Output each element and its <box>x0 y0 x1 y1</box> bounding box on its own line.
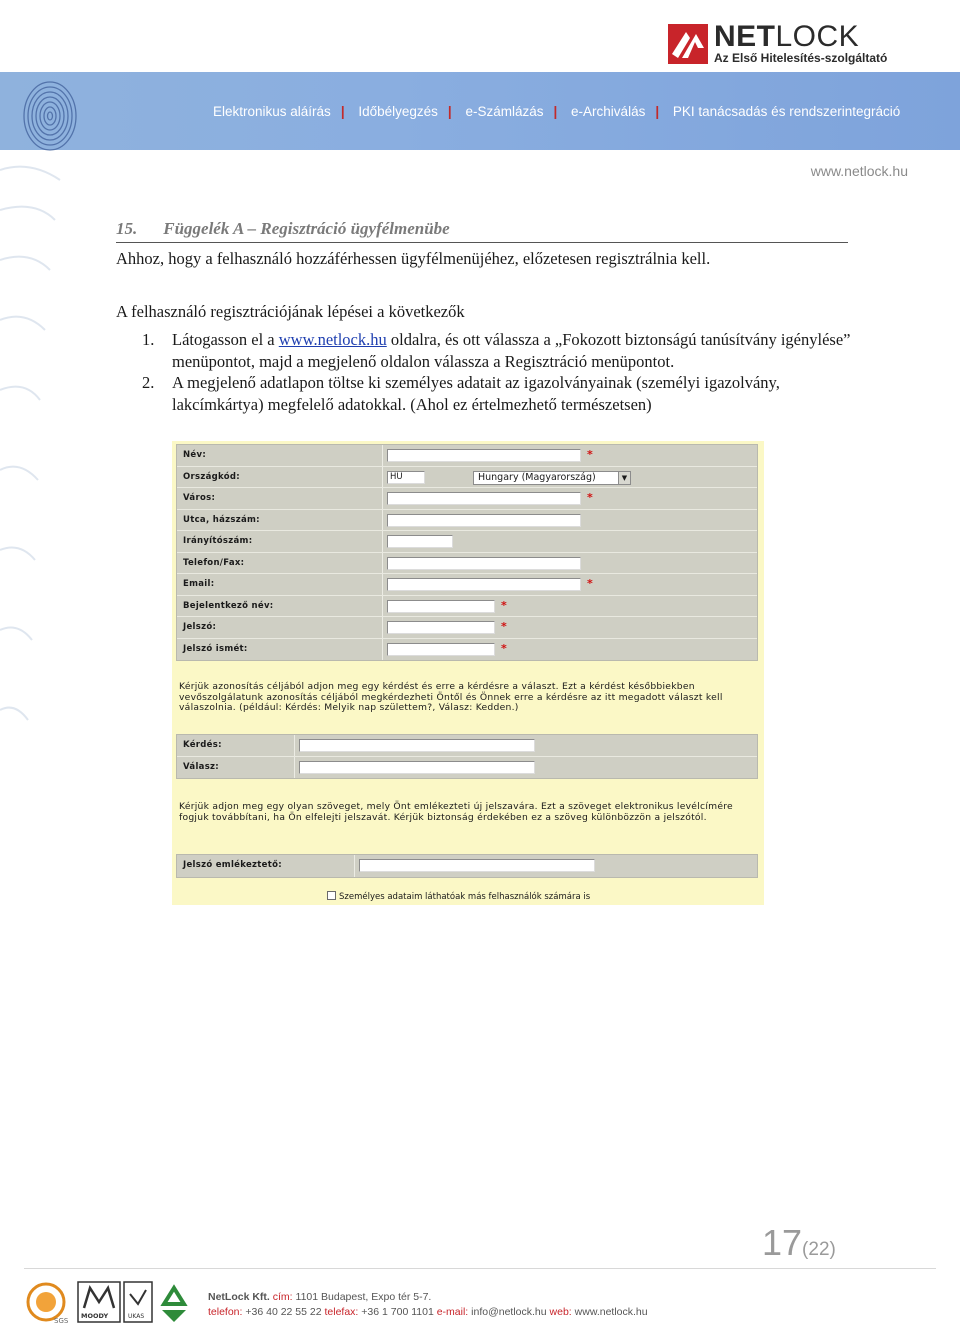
field-label: Irányítószám: <box>177 531 383 552</box>
sgs-logo-icon <box>28 1284 69 1325</box>
footer-web[interactable]: www.netlock.hu <box>574 1306 648 1318</box>
recycle-icon <box>162 1288 186 1322</box>
ukas-logo-icon <box>124 1282 152 1322</box>
footer-line-2: telefon: +36 40 22 55 22 telefax: +36 1 700 1101 e-mail: info@netlock.hu web: www.netlock.hu <box>208 1306 648 1318</box>
footer-email[interactable]: info@netlock.hu <box>471 1306 547 1318</box>
list-marker: 1. <box>142 330 155 349</box>
certification-logos <box>24 1278 204 1326</box>
moody-logo-icon <box>78 1282 120 1322</box>
section-number: 15. <box>116 219 138 238</box>
username-field[interactable] <box>387 600 495 613</box>
form-row-question <box>177 735 757 757</box>
field-label: Országkód: <box>177 467 383 488</box>
zip-field[interactable] <box>387 535 453 548</box>
password-field[interactable] <box>387 621 495 634</box>
page-number <box>762 1222 836 1264</box>
footer-divider <box>24 1268 936 1269</box>
form-row-name <box>177 445 757 467</box>
footer-line-1: NetLock Kft. cím: 1101 Budapest, Expo tér 5-7. <box>208 1291 432 1303</box>
footer-contact <box>208 1290 648 1320</box>
services-banner <box>0 72 960 150</box>
required-mark: * <box>587 577 593 590</box>
password-confirm-field[interactable] <box>387 643 495 656</box>
field-label: Válasz: <box>177 757 295 779</box>
service-item: e-Archiválás <box>571 104 646 119</box>
footer-address: 1101 Budapest, Expo tér 5-7. <box>295 1291 432 1303</box>
question-table <box>176 734 758 779</box>
required-mark: * <box>501 598 507 612</box>
name-field[interactable] <box>387 449 581 462</box>
section-title: Függelék A – Regisztráció ügyfélmenübe <box>163 219 450 238</box>
field-label: Email: <box>177 574 383 595</box>
personal-data-table <box>176 444 758 661</box>
field-label: Jelszó: <box>177 617 383 638</box>
form-row-password-confirm <box>177 639 757 661</box>
field-label: Telefon/Fax: <box>177 553 383 574</box>
form-row-reminder <box>177 855 757 877</box>
email-field[interactable] <box>387 578 581 591</box>
form-row-username <box>177 596 757 618</box>
service-item: Elektronikus aláírás <box>213 104 331 119</box>
question-field[interactable] <box>299 739 535 752</box>
page-total: (22) <box>802 1239 836 1260</box>
form-row-answer <box>177 757 757 779</box>
svg-text:SGS: SGS <box>54 1317 69 1325</box>
country-code-field[interactable]: HU <box>387 471 425 484</box>
city-field[interactable] <box>387 492 581 505</box>
required-mark: * <box>587 491 593 504</box>
form-row-country <box>177 467 757 489</box>
list-item: 2. A megjelenő adatlapon töltse ki személyes adatait az igazolványainak (személyi igazolvány, lakcímkártya) megfelelő adatokkal. (Ahol ez értelmezhető természetsen) <box>142 373 780 414</box>
service-item: Időbélyegzés <box>358 104 438 119</box>
section-heading <box>116 219 848 243</box>
footer-phone: +36 40 22 55 22 <box>245 1306 322 1318</box>
field-label: Bejelentkező név: <box>177 596 383 617</box>
netlock-link[interactable]: www.netlock.hu <box>278 330 387 349</box>
logo-wordmark: NETLOCK <box>714 20 860 53</box>
list-item: 1. Látogasson el a www.netlock.hu oldalra, és ott válassza a „Fokozott biztonságú tanúsítvány igénylése” menüpontot, majd a megjelenő oldalon válassza a Regisztráció menüpontot. <box>142 330 851 371</box>
password-reminder-field[interactable] <box>359 859 595 872</box>
fingerprint-icon <box>12 76 82 156</box>
phone-field[interactable] <box>387 557 581 570</box>
footer-fax: +36 1 700 1101 <box>361 1306 434 1318</box>
svg-text:MOODY: MOODY <box>81 1312 109 1320</box>
form-row-zip <box>177 531 757 553</box>
reminder-note: Kérjük adjon meg egy olyan szöveget, mely Önt emlékezteti új jelszavára. Ezt a szöveget elektronikus levélcímére fogjuk továbbítani, ha Ön elfelejti jelszavát. Kérjük biztonság érdekében ez a szöveg különbözzön a jelszótól. <box>179 801 733 823</box>
footer-company: NetLock Kft. <box>208 1291 270 1303</box>
question-note: Kérjük azonosítás céljából adjon meg egy kérdést és erre a kérdésre a választ. Ezt a kérdést későbbiekben vevőszolgálatunk azonosítás céljából megkérdezheti Öntől és Önnek erre a kérdésre az itt megadott választ kell válaszolnia. (például: Kérdés: Melyik nap születtem?, Válasz: Kedden.) <box>179 681 723 713</box>
list-marker: 2. <box>142 373 155 392</box>
field-label: Jelszó emlékeztető: <box>177 855 355 877</box>
field-label: Jelszó ismét: <box>177 639 383 661</box>
registration-form-screenshot <box>172 441 764 905</box>
svg-text:UKAS: UKAS <box>128 1313 145 1320</box>
steps-heading: A felhasználó regisztrációjának lépései a következők <box>116 302 465 321</box>
street-field[interactable] <box>387 514 581 527</box>
required-mark: * <box>501 620 507 633</box>
service-item: PKI tanácsadás és rendszerintegráció <box>672 104 901 119</box>
page-current: 17 <box>762 1222 803 1263</box>
field-label: Utca, házszám: <box>177 510 383 531</box>
field-label: Város: <box>177 488 383 509</box>
answer-field[interactable] <box>299 761 535 774</box>
required-mark: * <box>501 641 507 655</box>
form-row-street <box>177 510 757 532</box>
form-row-email <box>177 574 757 596</box>
form-row-phone <box>177 553 757 575</box>
checkbox-label: Személyes adataim láthatóak más felhasználók számára is <box>339 892 591 902</box>
field-label: Kérdés: <box>177 735 295 756</box>
visibility-checkbox[interactable] <box>327 891 336 900</box>
intro-paragraph: Ahhoz, hogy a felhasználó hozzáférhessen ügyfélmenüjéhez, előzetesen regisztrálnia kell. <box>116 249 711 268</box>
country-select[interactable]: Hungary (Magyarország) ▼ <box>473 471 631 485</box>
header-site-url: www.netlock.hu <box>810 163 908 179</box>
logo-tagline: Az Első Hitelesítés-szolgáltató <box>714 51 888 65</box>
visibility-checkbox-row <box>327 891 590 902</box>
netlock-logo-mark-icon <box>668 24 708 64</box>
field-label: Név: <box>177 445 383 466</box>
form-row-city <box>177 488 757 510</box>
services-list: Elektronikus aláírás | Időbélyegzés | e-Számlázás | e-Archiválás | PKI tanácsadás és rendszerintegráció <box>213 104 901 119</box>
netlock-logo <box>668 20 918 68</box>
decorative-side-lines <box>0 150 70 750</box>
reminder-table <box>176 854 758 878</box>
form-row-password <box>177 617 757 639</box>
service-item: e-Számlázás <box>465 104 544 119</box>
steps-list <box>142 329 862 415</box>
required-mark: * <box>587 448 593 461</box>
chevron-down-icon: ▼ <box>618 472 630 484</box>
